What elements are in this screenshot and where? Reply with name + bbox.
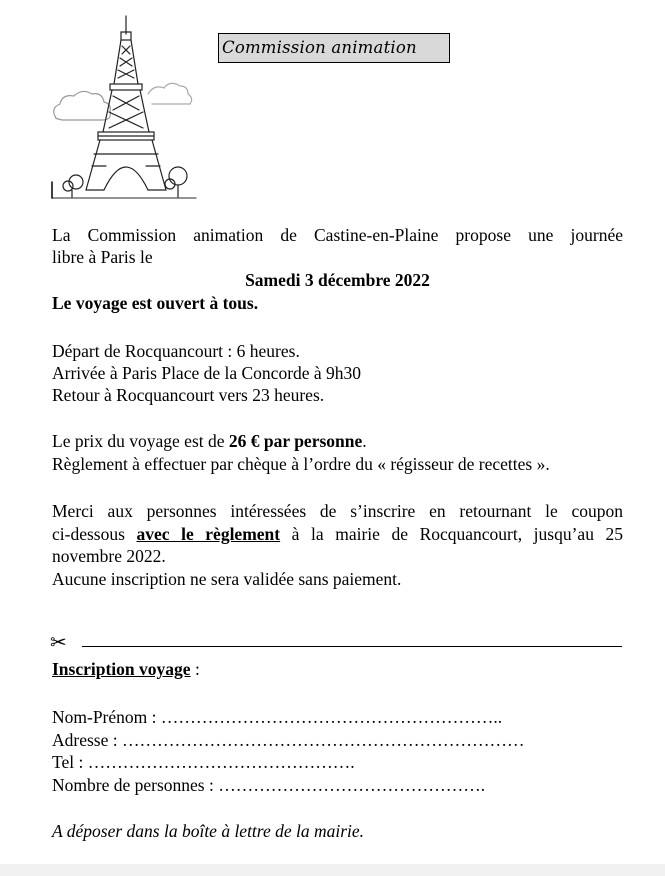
- page-bottom-strip: [0, 864, 665, 876]
- price-info: Le prix du voyage est de 26 € par personne.: [52, 431, 367, 451]
- address-field: Adresse : ……………………………………………………………: [52, 730, 525, 750]
- scissors-icon: ✂: [50, 632, 67, 654]
- departure-info: Départ de Rocquancourt : 6 heures.: [52, 341, 300, 361]
- registration-line: ci-dessous avec le règlement à la mairie de Rocquancourt, jusqu’au 25: [52, 524, 624, 544]
- arrival-info: Arrivée à Paris Place de la Concorde à 9h30: [52, 363, 362, 383]
- document-title: Commission animation: [218, 33, 450, 63]
- eiffel-tower-illustration: [48, 14, 198, 200]
- intro-line: La Commission animation de Castine-en-Plaine propose une journée: [52, 225, 623, 245]
- intro-line: libre à Paris le: [52, 247, 153, 267]
- registration-line: novembre 2022.: [52, 546, 166, 566]
- coupon-heading: Inscription voyage :: [52, 659, 200, 679]
- payment-info: Règlement à effectuer par chèque à l’ordre du « régisseur de recettes ».: [52, 454, 550, 474]
- cut-line: [82, 646, 622, 647]
- persons-field: Nombre de personnes : ……………………………………….: [52, 775, 486, 795]
- registration-line: Merci aux personnes intéressées de s’inscrire en retournant le coupon: [52, 501, 623, 521]
- return-info: Retour à Rocquancourt vers 23 heures.: [52, 385, 325, 405]
- open-to-all: Le voyage est ouvert à tous.: [52, 293, 259, 313]
- payment-warning: Aucune inscription ne sera validée sans paiement.: [52, 569, 402, 589]
- deposit-note: A déposer dans la boîte à lettre de la mairie.: [52, 821, 365, 841]
- tel-field: Tel : ……………………………………….: [52, 752, 355, 772]
- name-field: Nom-Prénom : …………………………………………………..: [52, 707, 503, 727]
- trip-date: Samedi 3 décembre 2022: [245, 270, 430, 290]
